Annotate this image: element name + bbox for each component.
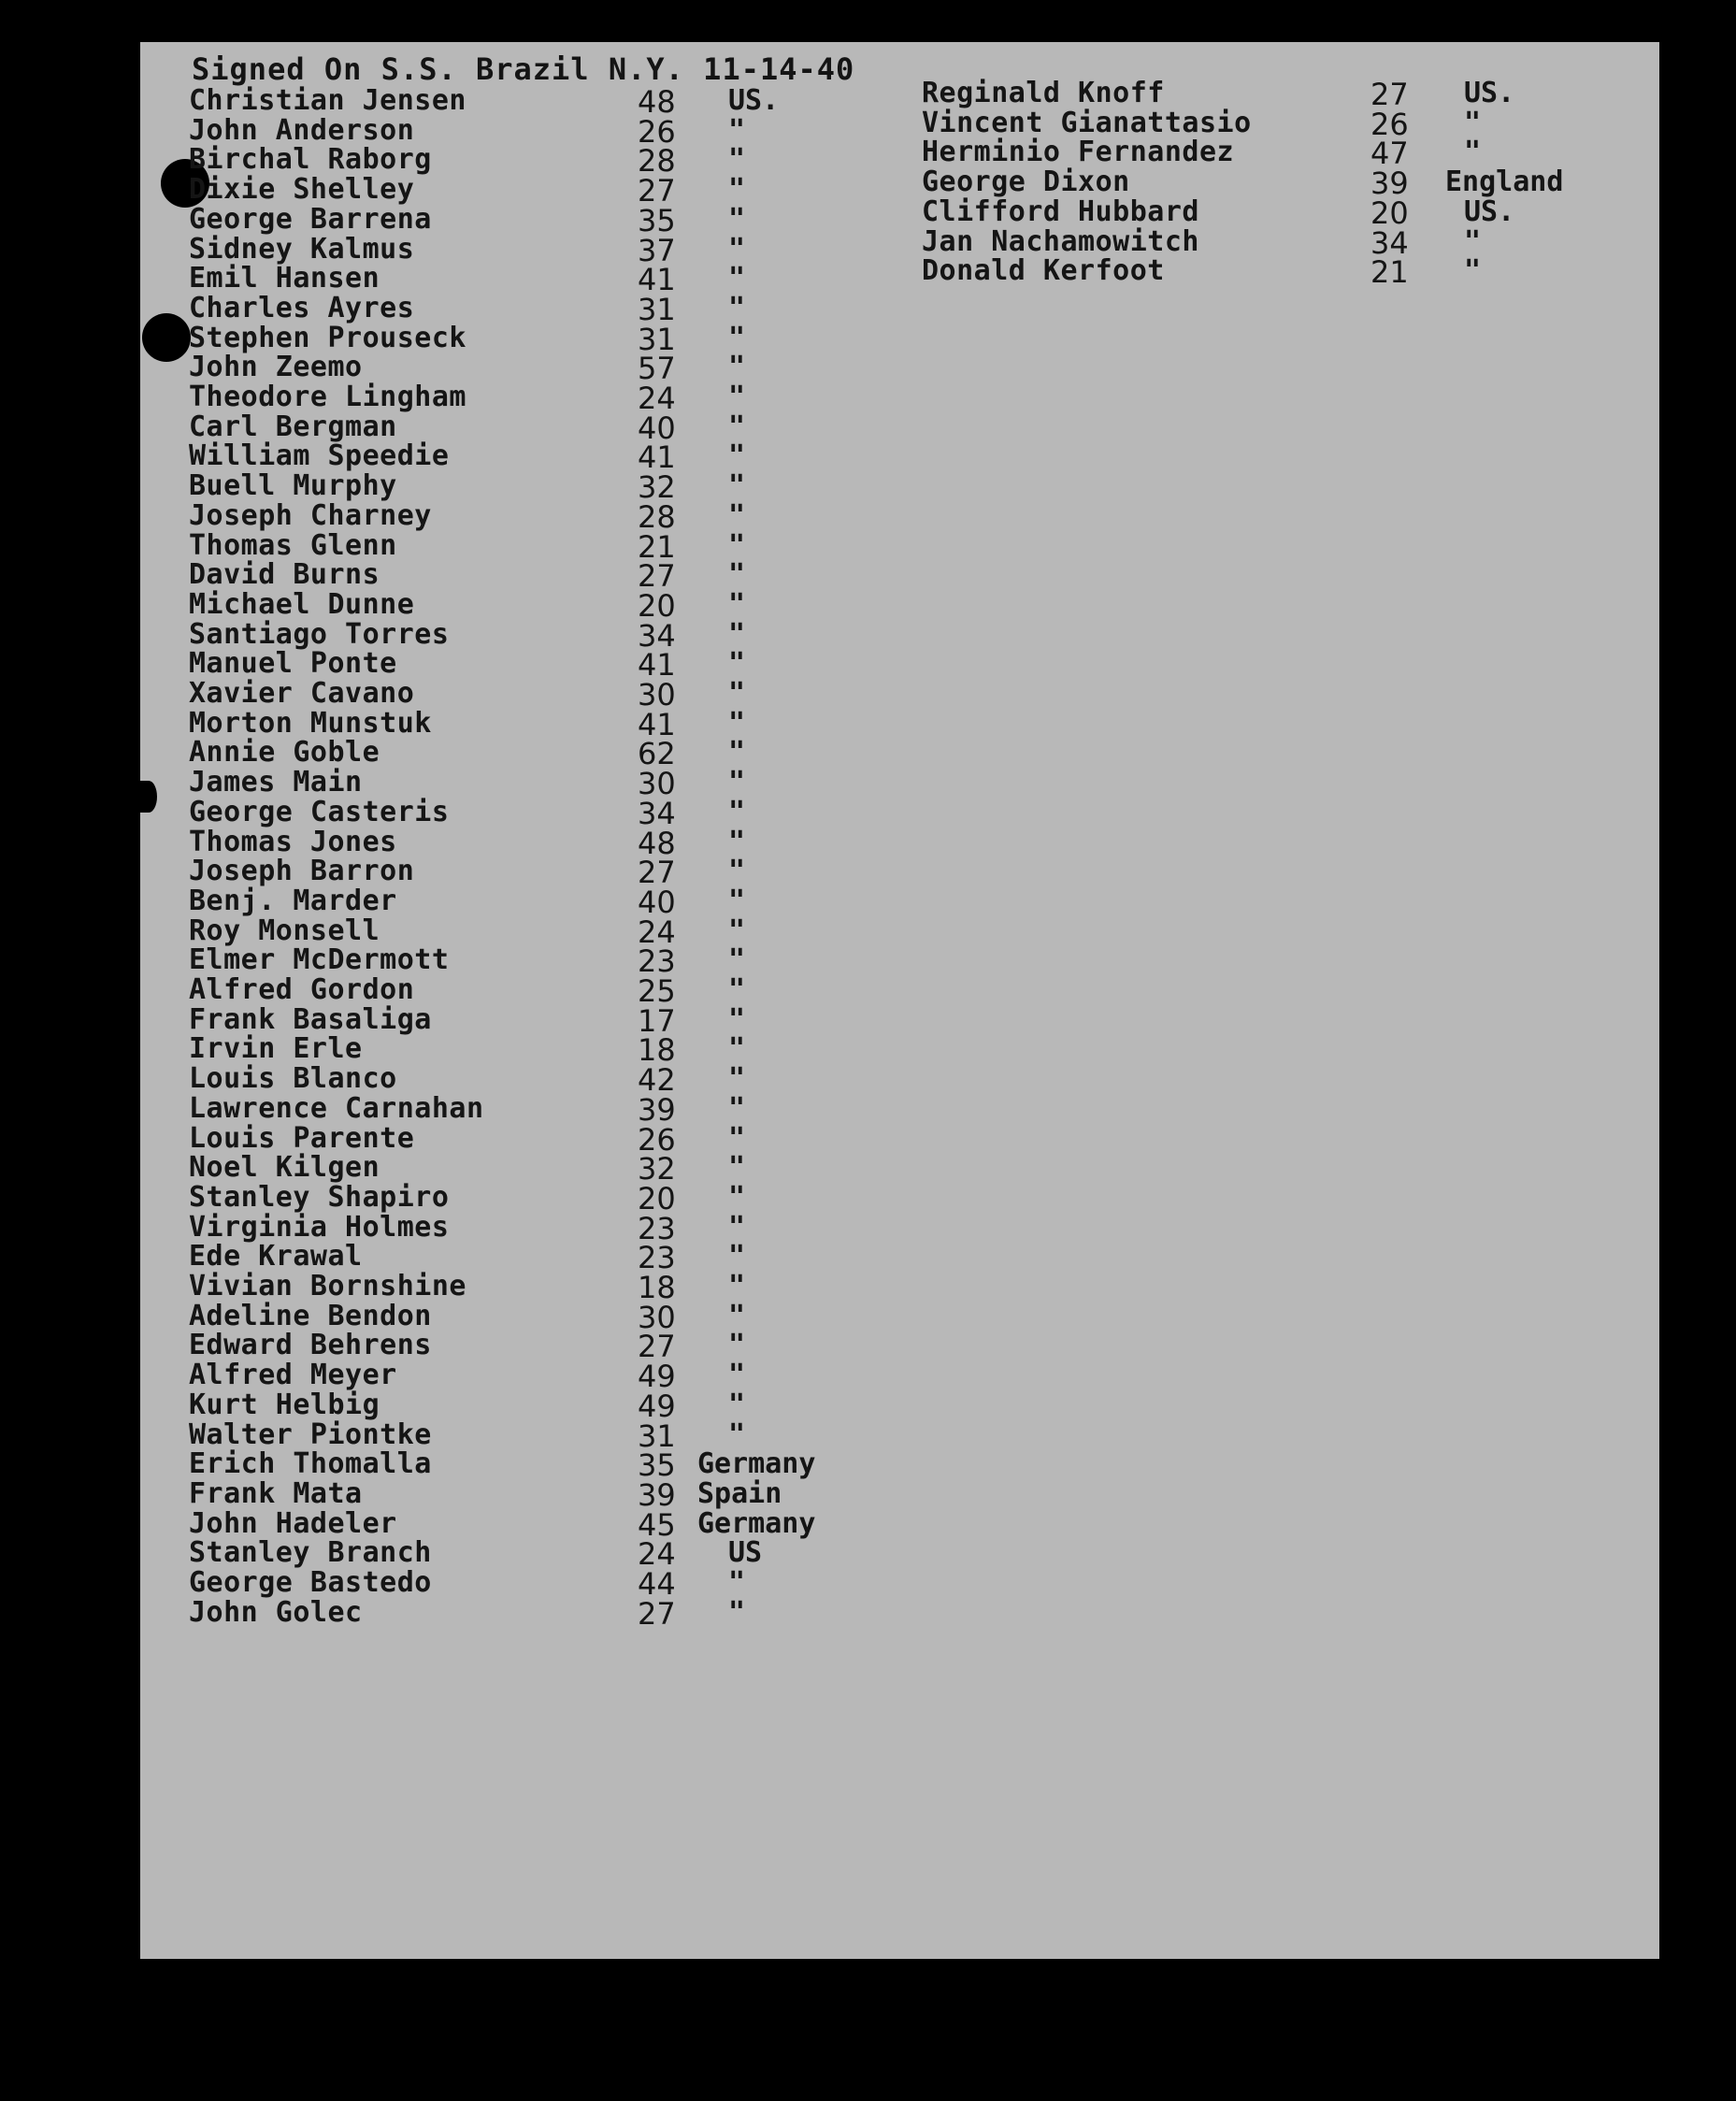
crew-age: 41 xyxy=(638,262,676,298)
crew-row xyxy=(189,973,843,1009)
crew-row xyxy=(189,855,843,891)
crew-age: 24 xyxy=(638,1536,676,1573)
crew-name: Vivian Bornshine xyxy=(189,1270,466,1302)
crew-age: 41 xyxy=(638,647,676,684)
crew-nationality: " xyxy=(728,113,746,147)
crew-age: 35 xyxy=(638,202,676,238)
crew-row xyxy=(189,1180,843,1216)
crew-name: John Zeemo xyxy=(189,351,363,384)
crew-row xyxy=(922,165,1576,202)
crew-name: Elmer McDermott xyxy=(189,943,450,977)
crew-row xyxy=(189,173,843,209)
crew-name: Birchal Raborg xyxy=(189,143,432,177)
crew-name: Clifford Hubbard xyxy=(922,194,1199,228)
crew-name: Dixie Shelley xyxy=(189,173,415,207)
crew-nationality: " xyxy=(728,1032,746,1066)
crew-row xyxy=(189,1566,843,1602)
crew-name: Ede Krawal xyxy=(189,1240,363,1274)
crew-nationality: " xyxy=(728,1091,746,1125)
crew-age: 20 xyxy=(638,587,676,624)
crew-row xyxy=(189,1002,843,1039)
crew-nationality: US. xyxy=(728,84,780,117)
crew-row xyxy=(189,469,843,506)
crew-row xyxy=(189,1032,843,1069)
crew-age: 21 xyxy=(638,528,676,565)
crew-age: 39 xyxy=(638,1091,676,1128)
crew-age: 48 xyxy=(638,84,676,120)
crew-name: Adeline Bendon xyxy=(189,1299,432,1332)
crew-nationality: " xyxy=(1464,106,1482,139)
crew-row xyxy=(922,136,1576,172)
crew-age: 28 xyxy=(638,498,676,535)
crew-age: 20 xyxy=(638,1180,676,1216)
crew-nationality: " xyxy=(728,943,746,977)
crew-row xyxy=(189,706,843,742)
crew-row xyxy=(189,1359,843,1395)
crew-name: James Main xyxy=(189,766,363,799)
crew-row xyxy=(189,113,843,150)
crew-age: 37 xyxy=(638,232,676,268)
crew-name: Stephen Prouseck xyxy=(189,321,466,354)
crew-age: 23 xyxy=(638,943,676,980)
crew-name: John Golec xyxy=(189,1595,363,1629)
crew-age: 21 xyxy=(1370,254,1409,291)
crew-name: Joseph Barron xyxy=(189,855,415,888)
crew-row xyxy=(189,617,843,654)
crew-nationality: Spain xyxy=(697,1476,782,1510)
crew-nationality: " xyxy=(728,1417,746,1451)
crew-row xyxy=(189,1091,843,1128)
crew-nationality: " xyxy=(728,381,746,413)
crew-name: George Bastedo xyxy=(189,1566,432,1599)
crew-age: 26 xyxy=(638,1121,676,1158)
crew-nationality: " xyxy=(728,855,746,888)
crew-name: Morton Munstuk xyxy=(189,706,432,740)
crew-age: 47 xyxy=(1370,136,1409,172)
crew-nationality: " xyxy=(728,1151,746,1185)
crew-nationality: US xyxy=(728,1536,763,1570)
crew-nationality: " xyxy=(728,884,746,917)
crew-nationality: " xyxy=(728,1180,746,1214)
crew-nationality: " xyxy=(728,1359,746,1392)
crew-row xyxy=(189,262,843,298)
crew-nationality: " xyxy=(728,143,746,177)
crew-row xyxy=(189,884,843,920)
crew-row xyxy=(189,1447,843,1484)
crew-age: 41 xyxy=(638,706,676,742)
crew-name: Thomas Glenn xyxy=(189,528,397,562)
crew-row xyxy=(189,202,843,238)
crew-age: 31 xyxy=(638,1417,676,1454)
crew-name: Xavier Cavano xyxy=(189,677,415,710)
crew-name: Virginia Holmes xyxy=(189,1210,450,1244)
crew-row xyxy=(189,351,843,387)
crew-name: Buell Murphy xyxy=(189,469,397,503)
crew-row xyxy=(189,914,843,950)
crew-row xyxy=(189,647,843,684)
crew-name: Stanley Shapiro xyxy=(189,1180,450,1214)
crew-name: Noel Kilgen xyxy=(189,1151,380,1185)
crew-name: Benj. Marder xyxy=(189,884,397,917)
crew-row xyxy=(922,254,1576,291)
crew-name: Alfred Gordon xyxy=(189,973,415,1006)
crew-nationality: " xyxy=(728,973,746,1006)
crew-row xyxy=(189,143,843,180)
crew-nationality: Germany xyxy=(697,1447,816,1481)
crew-nationality: " xyxy=(728,1270,746,1302)
crew-row xyxy=(189,410,843,446)
crew-age: 20 xyxy=(1370,194,1409,231)
crew-name: George Casteris xyxy=(189,795,450,828)
crew-row xyxy=(189,677,843,712)
crew-age: 40 xyxy=(638,884,676,920)
crew-name: Manuel Ponte xyxy=(189,647,397,681)
crew-nationality: " xyxy=(728,1121,746,1155)
crew-age: 44 xyxy=(638,1566,676,1602)
crew-age: 17 xyxy=(638,1002,676,1039)
crew-nationality: " xyxy=(728,736,746,770)
crew-age: 48 xyxy=(638,825,676,861)
crew-age: 27 xyxy=(638,855,676,891)
crew-age: 32 xyxy=(638,469,676,506)
crew-name: Sidney Kalmus xyxy=(189,232,415,266)
crew-age: 30 xyxy=(638,766,676,802)
crew-name: Lawrence Carnahan xyxy=(189,1091,484,1125)
crew-age: 34 xyxy=(638,795,676,831)
crew-row xyxy=(189,528,843,565)
crew-name: Charles Ayres xyxy=(189,291,415,324)
crew-age: 18 xyxy=(638,1032,676,1069)
crew-age: 27 xyxy=(638,1329,676,1365)
crew-age: 27 xyxy=(1370,77,1409,112)
crew-nationality: " xyxy=(728,1002,746,1036)
crew-age: 49 xyxy=(638,1359,676,1395)
crew-age: 30 xyxy=(638,1299,676,1335)
crew-age: 35 xyxy=(638,1447,676,1484)
crew-name: Irvin Erle xyxy=(189,1032,363,1066)
crew-row xyxy=(922,106,1576,142)
crew-name: Alfred Meyer xyxy=(189,1359,397,1392)
crew-age: 34 xyxy=(1370,224,1409,261)
crew-name: Annie Goble xyxy=(189,736,380,770)
crew-name: Theodore Lingham xyxy=(189,381,466,413)
document-heading: Signed On S.S. Brazil N.Y. 11-14-40 xyxy=(192,51,855,87)
crew-age: 30 xyxy=(638,677,676,712)
crew-age: 31 xyxy=(638,321,676,357)
punch-hole xyxy=(140,781,157,813)
crew-row xyxy=(189,795,843,831)
crew-name: Emil Hansen xyxy=(189,262,380,295)
crew-name: John Hadeler xyxy=(189,1506,397,1540)
crew-age: 39 xyxy=(638,1476,676,1513)
punch-hole xyxy=(142,313,191,362)
crew-nationality: " xyxy=(1464,224,1482,258)
crew-row xyxy=(189,1595,843,1632)
crew-row xyxy=(189,1329,843,1365)
crew-nationality: " xyxy=(728,291,746,324)
crew-name: Louis Blanco xyxy=(189,1062,397,1096)
crew-row xyxy=(189,1417,843,1454)
crew-row xyxy=(189,1270,843,1305)
crew-name: George Barrena xyxy=(189,202,432,236)
crew-row xyxy=(189,1240,843,1276)
crew-row xyxy=(922,224,1576,261)
crew-name: Carl Bergman xyxy=(189,410,397,443)
crew-name: Frank Basaliga xyxy=(189,1002,432,1036)
crew-nationality: Germany xyxy=(697,1506,816,1540)
crew-age: 28 xyxy=(638,143,676,180)
crew-nationality: " xyxy=(728,351,746,384)
crew-name: Jan Nachamowitch xyxy=(922,224,1199,258)
crew-row xyxy=(189,943,843,980)
crew-nationality: " xyxy=(728,617,746,651)
crew-age: 41 xyxy=(638,439,676,476)
crew-row xyxy=(189,1062,843,1099)
crew-nationality: US. xyxy=(1464,194,1515,228)
crew-name: Roy Monsell xyxy=(189,914,380,947)
crew-row xyxy=(189,439,843,476)
crew-nationality: England xyxy=(1445,165,1564,199)
crew-row xyxy=(189,587,843,624)
crew-name: George Dixon xyxy=(922,165,1130,199)
crew-age: 32 xyxy=(638,1151,676,1187)
crew-row xyxy=(189,381,843,416)
crew-nationality: " xyxy=(728,1240,746,1274)
crew-nationality: " xyxy=(728,498,746,532)
crew-nationality: " xyxy=(728,1566,746,1599)
crew-row xyxy=(189,321,843,357)
crew-age: 40 xyxy=(638,410,676,446)
crew-nationality: " xyxy=(728,439,746,473)
crew-name: Frank Mata xyxy=(189,1476,363,1510)
crew-nationality: " xyxy=(728,528,746,562)
crew-nationality: " xyxy=(728,1595,746,1629)
crew-name: Stanley Branch xyxy=(189,1536,432,1570)
crew-name: Christian Jensen xyxy=(189,84,466,117)
crew-age: 23 xyxy=(638,1240,676,1276)
crew-name: Kurt Helbig xyxy=(189,1388,380,1421)
crew-row xyxy=(189,1210,843,1246)
crew-age: 39 xyxy=(1370,165,1409,202)
crew-row xyxy=(189,1151,843,1187)
crew-nationality: " xyxy=(1464,254,1482,288)
crew-name: Santiago Torres xyxy=(189,617,450,651)
crew-name: Joseph Charney xyxy=(189,498,432,532)
crew-nationality: " xyxy=(728,914,746,947)
crew-nationality: " xyxy=(728,1062,746,1096)
crew-row xyxy=(189,1121,843,1158)
crew-age: 26 xyxy=(638,113,676,150)
crew-age: 26 xyxy=(1370,106,1409,142)
crew-name: Louis Parente xyxy=(189,1121,415,1155)
crew-name: Vincent Gianattasio xyxy=(922,106,1252,139)
crew-nationality: " xyxy=(728,558,746,592)
crew-nationality: " xyxy=(728,587,746,621)
crew-nationality: " xyxy=(728,202,746,236)
crew-age: 25 xyxy=(638,973,676,1009)
crew-age: 57 xyxy=(638,351,676,387)
crew-row xyxy=(189,736,843,772)
crew-row xyxy=(922,194,1576,231)
crew-name: William Speedie xyxy=(189,439,450,473)
crew-nationality: " xyxy=(728,410,746,443)
crew-age: 31 xyxy=(638,291,676,327)
crew-nationality: " xyxy=(728,1329,746,1362)
crew-name: Herminio Fernandez xyxy=(922,136,1235,169)
crew-nationality: " xyxy=(728,766,746,799)
crew-row xyxy=(189,1299,843,1335)
crew-name: Walter Piontke xyxy=(189,1417,432,1451)
crew-nationality: " xyxy=(728,262,746,295)
crew-age: 27 xyxy=(638,558,676,595)
crew-row xyxy=(922,77,1576,112)
crew-nationality: " xyxy=(728,677,746,710)
crew-row xyxy=(189,232,843,268)
crew-nationality: " xyxy=(728,647,746,681)
crew-age: 62 xyxy=(638,736,676,772)
crew-nationality: " xyxy=(728,825,746,858)
crew-nationality: " xyxy=(728,469,746,503)
crew-age: 24 xyxy=(638,914,676,950)
crew-nationality: " xyxy=(728,173,746,207)
crew-name: Erich Thomalla xyxy=(189,1447,432,1481)
crew-row xyxy=(189,498,843,535)
crew-name: Donald Kerfoot xyxy=(922,254,1165,288)
crew-age: 45 xyxy=(638,1506,676,1543)
crew-nationality: " xyxy=(1464,136,1482,169)
crew-row xyxy=(189,825,843,861)
crew-row xyxy=(189,1388,843,1424)
crew-name: Edward Behrens xyxy=(189,1329,432,1362)
crew-nationality: " xyxy=(728,1388,746,1421)
crew-nationality: " xyxy=(728,232,746,266)
crew-nationality: US. xyxy=(1464,77,1515,109)
crew-name: John Anderson xyxy=(189,113,415,147)
crew-name: David Burns xyxy=(189,558,380,592)
crew-age: 27 xyxy=(638,173,676,209)
crew-row xyxy=(189,558,843,595)
crew-nationality: " xyxy=(728,1210,746,1244)
crew-age: 27 xyxy=(638,1595,676,1632)
crew-age: 24 xyxy=(638,381,676,416)
crew-nationality: " xyxy=(728,795,746,828)
crew-nationality: " xyxy=(728,1299,746,1332)
crew-nationality: " xyxy=(728,706,746,740)
crew-name: Michael Dunne xyxy=(189,587,415,621)
crew-age: 49 xyxy=(638,1388,676,1424)
crew-nationality: " xyxy=(728,321,746,354)
crew-name: Reginald Knoff xyxy=(922,77,1165,109)
crew-age: 42 xyxy=(638,1062,676,1099)
crew-name: Thomas Jones xyxy=(189,825,397,858)
crew-row xyxy=(189,1506,843,1543)
crew-age: 23 xyxy=(638,1210,676,1246)
crew-row xyxy=(189,1536,843,1573)
crew-age: 18 xyxy=(638,1270,676,1305)
crew-row xyxy=(189,84,843,120)
crew-row xyxy=(189,291,843,327)
crew-age: 34 xyxy=(638,617,676,654)
crew-row xyxy=(189,1476,843,1513)
crew-row xyxy=(189,766,843,802)
